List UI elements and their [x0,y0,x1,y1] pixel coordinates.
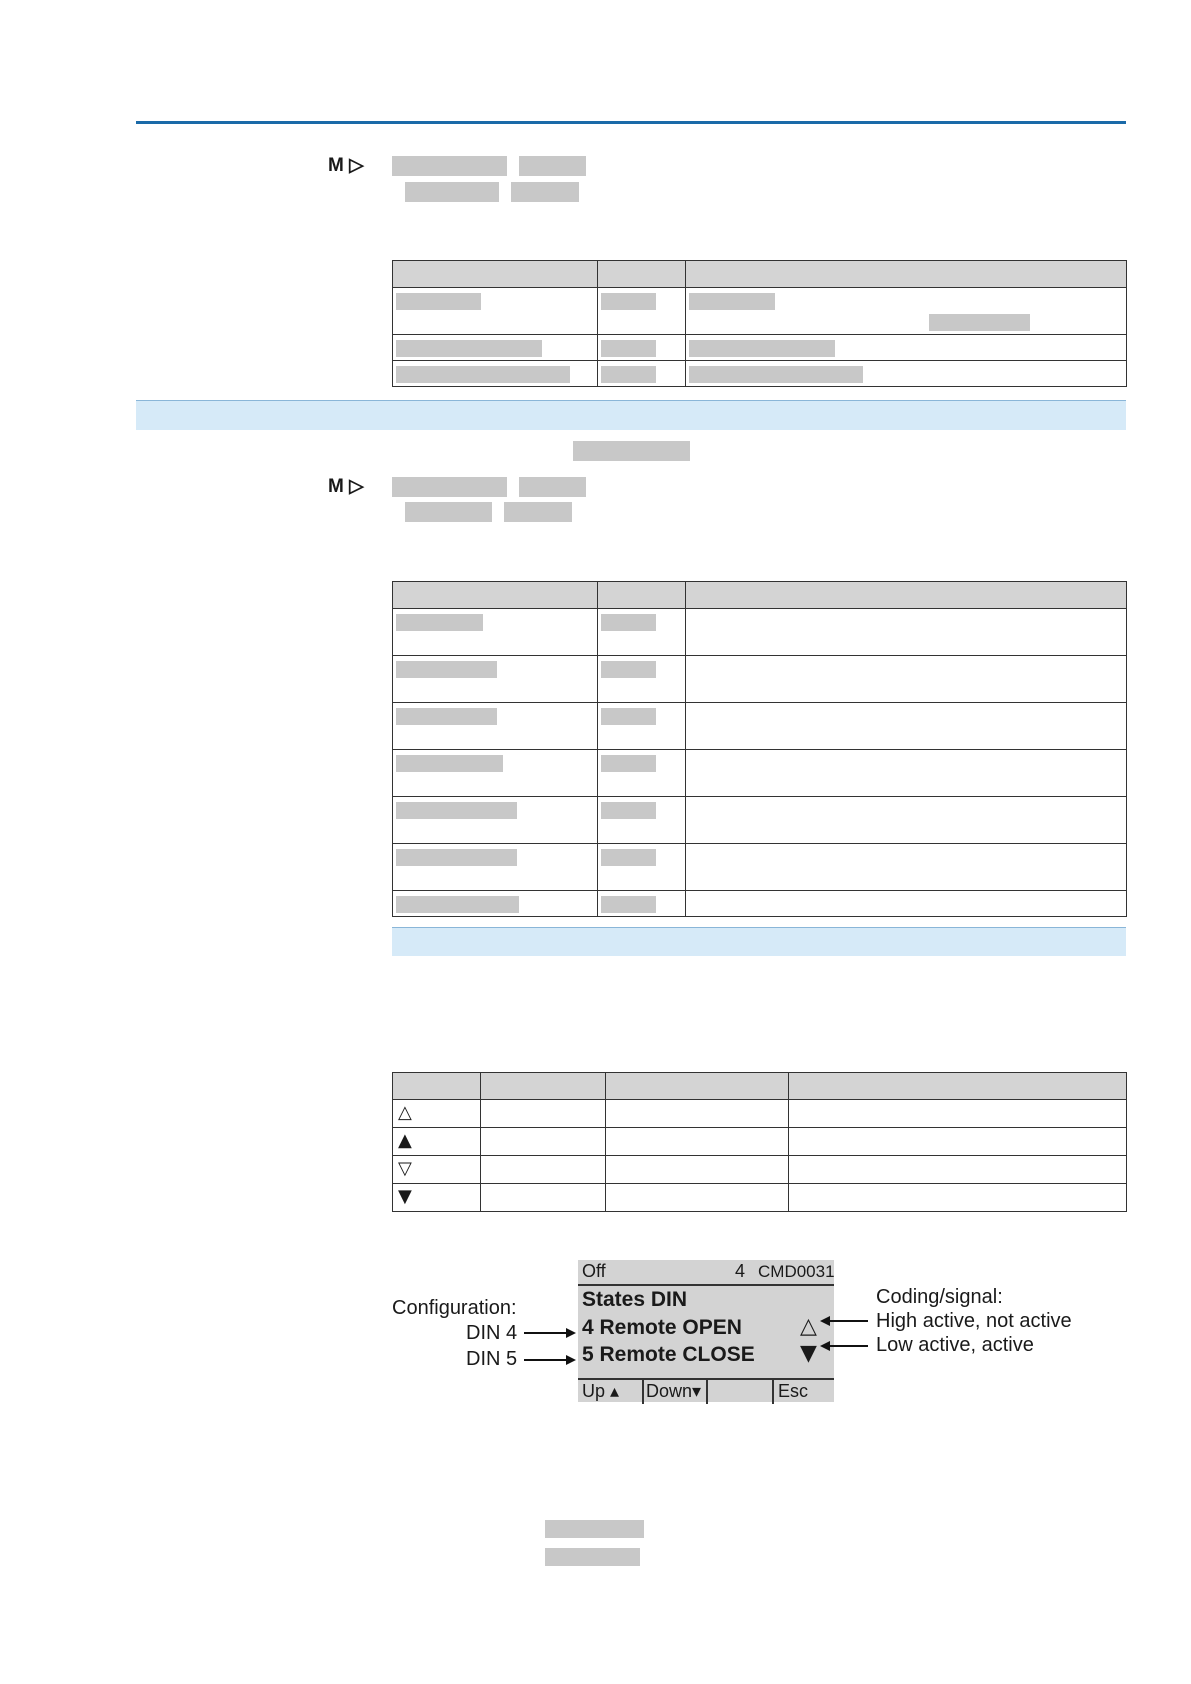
softkey-divider [706,1380,708,1404]
redacted-text [929,314,1030,331]
section-heading-band [136,400,1126,430]
redacted-text [396,661,497,678]
redacted-text [504,502,572,522]
redacted-text [601,755,656,772]
callout-arrows-right [818,1308,870,1368]
table-header [598,582,686,609]
redacted-text [396,802,517,819]
lcd-line-din5: 5 Remote CLOSE [582,1343,755,1366]
low-active-icon: ▼ [800,1341,817,1366]
table-row [393,1128,1127,1156]
section-heading-band [392,927,1126,956]
parameter-table-1 [392,260,1127,387]
softkey-divider [772,1380,774,1404]
redacted-text [392,477,507,497]
redacted-text [396,896,519,913]
arrowhead [820,1316,830,1326]
table-header [481,1073,606,1100]
high-inactive-icon: △ [800,1314,817,1339]
config-label: Configuration: [392,1297,517,1319]
redacted-text [519,477,586,497]
redacted-text [689,340,835,357]
table-row [393,1184,1127,1212]
low-active-icon: ▼ [398,1186,412,1207]
table-header [393,1073,481,1100]
lcd-status: Off [582,1261,606,1281]
din5-label: DIN 5 [466,1348,518,1370]
redacted-text [396,849,517,866]
redacted-text [601,896,656,913]
redacted-text [519,156,586,176]
table-header [393,261,598,288]
table-row [393,288,1127,335]
callout-arrows-left [522,1320,578,1380]
redacted-text [405,502,492,522]
softkey-divider [642,1380,644,1404]
arrowhead [566,1355,576,1365]
table-header [393,582,598,609]
menu-path-marker: M ▷ [328,155,364,176]
table-row [393,703,1127,750]
redacted-text [601,340,656,357]
redacted-text [601,293,656,310]
redacted-text [396,708,497,725]
table-header [598,261,686,288]
high-active-label: High active, not active [876,1310,1072,1332]
redacted-text [601,708,656,725]
signal-coding-table [392,1072,1127,1212]
softkey-up: Up ▴ [582,1381,620,1401]
lcd-line-din4: 4 Remote OPEN [582,1316,742,1339]
table-row [393,750,1127,797]
arrowhead [566,1328,576,1338]
low-inactive-icon: ▽ [398,1158,412,1179]
softkey-esc: Esc [778,1381,809,1401]
table-header [789,1073,1127,1100]
lcd-status-bar [578,1260,834,1286]
table-row [393,361,1127,387]
din4-label: DIN 4 [466,1322,518,1344]
header-rule [136,121,1126,124]
high-inactive-icon: △ [398,1102,412,1123]
redacted-text [545,1520,644,1538]
redacted-text [601,614,656,631]
table-row [393,797,1127,844]
redacted-text [392,156,507,176]
redacted-text [396,614,483,631]
table-row [393,609,1127,656]
redacted-text [601,802,656,819]
coding-label: Coding/signal: [876,1286,1003,1308]
redacted-text [396,293,481,310]
redacted-text [689,366,863,383]
redacted-text [396,366,570,383]
redacted-text [601,366,656,383]
lcd-number: 4 [735,1261,746,1281]
redacted-text [396,755,503,772]
table-row [393,891,1127,917]
low-active-label: Low active, active [876,1334,1034,1356]
table-header [606,1073,789,1100]
table-row [393,335,1127,361]
lcd-title: States DIN [582,1288,688,1311]
parameter-table-2 [392,581,1127,917]
redacted-text [545,1548,640,1566]
high-active-icon: ▲ [398,1130,412,1151]
lcd-code: CMD0031 [758,1262,835,1281]
redacted-text [601,661,656,678]
menu-path-marker: M ▷ [328,476,364,497]
table-header [686,261,1127,288]
table-row [393,844,1127,891]
redacted-text [396,340,542,357]
redacted-text [689,293,775,310]
redacted-text [405,182,499,202]
table-row [393,1100,1127,1128]
redacted-text [573,441,690,461]
arrowhead [820,1341,830,1351]
lcd-softkey-bar [578,1378,834,1404]
redacted-text [601,849,656,866]
redacted-text [511,182,579,202]
table-row [393,656,1127,703]
softkey-down: Down▾ [646,1381,702,1401]
table-header [686,582,1127,609]
lcd-display [578,1260,834,1402]
table-row [393,1156,1127,1184]
